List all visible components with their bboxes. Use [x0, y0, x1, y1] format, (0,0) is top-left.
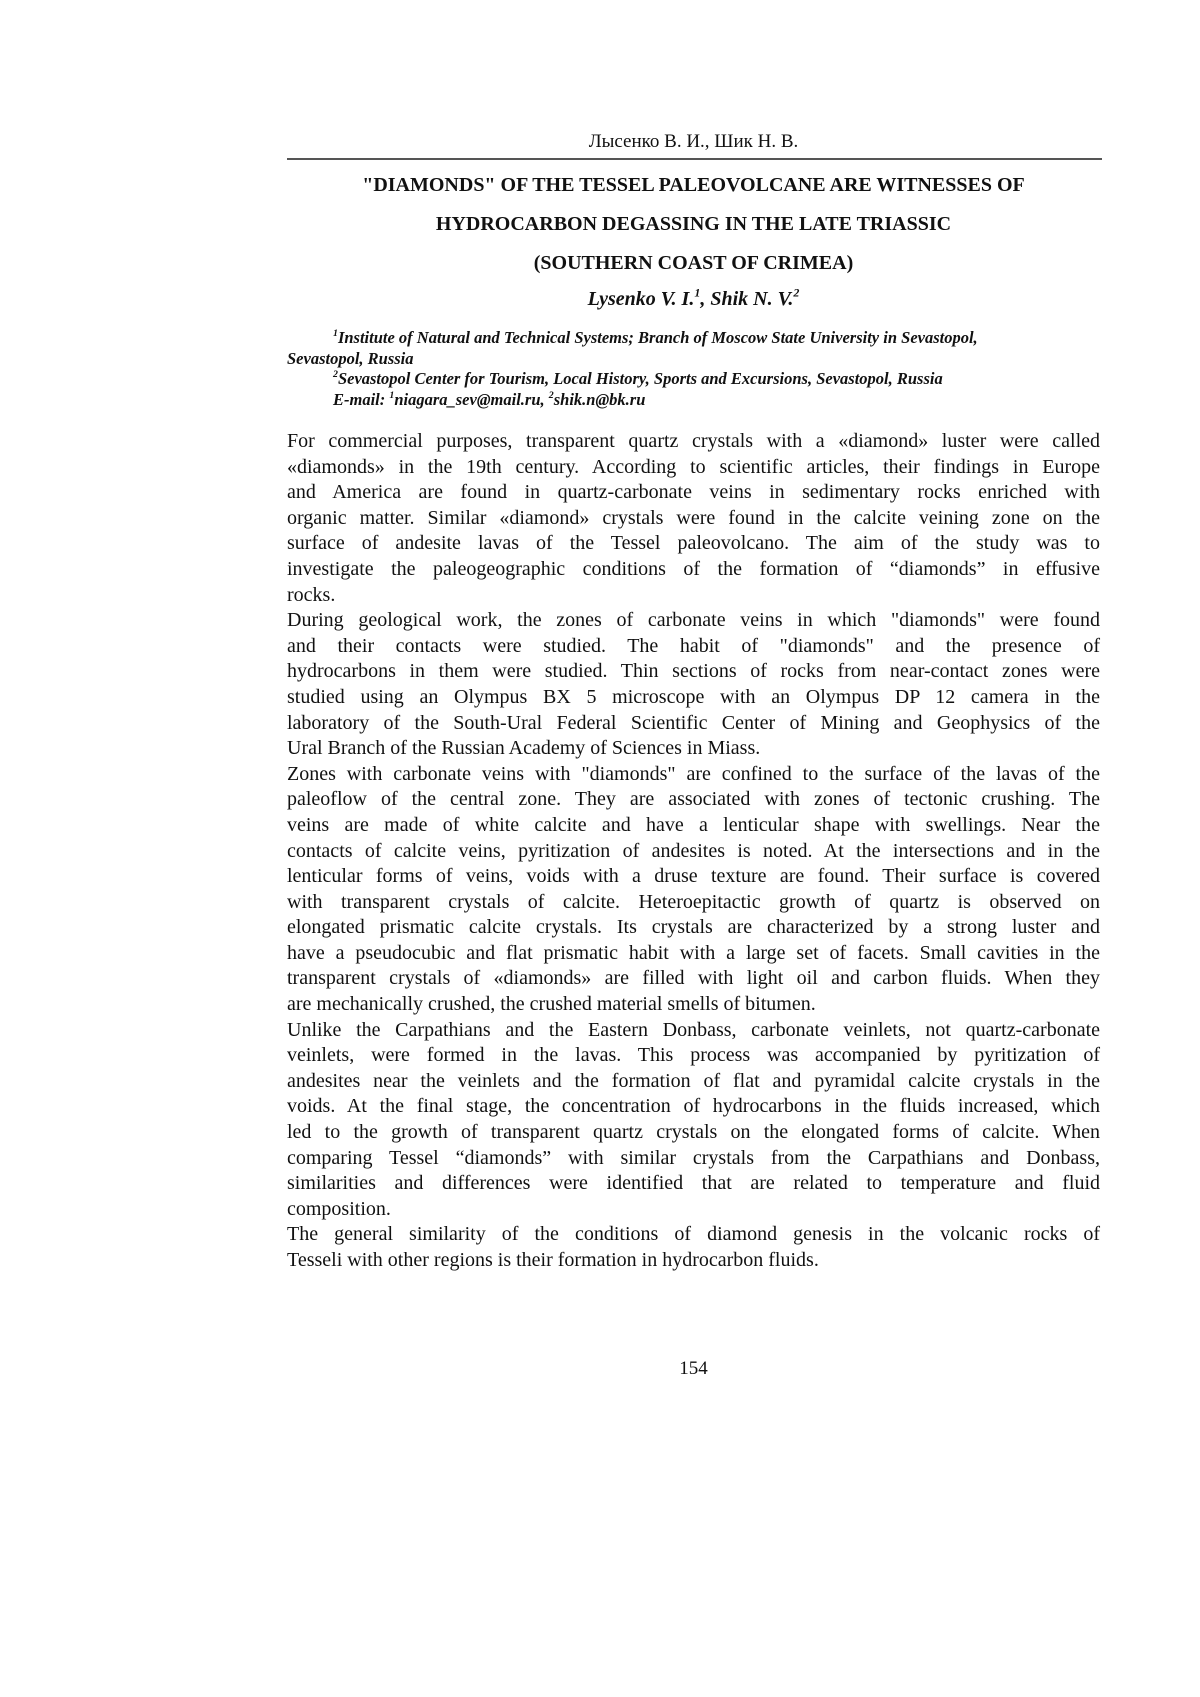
- text-line: voids. At the final stage, the concentration of hydrocarbons in the fluids increased, which: [287, 1094, 1100, 1120]
- affiliation-1: [287, 328, 1100, 349]
- authors: [287, 288, 1100, 311]
- title-line: (SOUTHERN COAST OF CRIMEA): [287, 252, 1100, 275]
- text-line: comparing Tessel “diamonds” with similar crystals from the Carpathians and Donbass,: [287, 1146, 1100, 1172]
- text-line: The general similarity of the conditions of diamond genesis in the volcanic rocks of: [287, 1222, 1100, 1248]
- text-line: investigate the paleogeographic conditions of the formation of “diamonds” in effusive: [287, 557, 1100, 583]
- author-name: Shik N. V.: [710, 288, 793, 310]
- text-line: Zones with carbonate veins with "diamonds" are confined to the surface of the lavas of the: [287, 762, 1100, 788]
- text-line: hydrocarbons in them were studied. Thin sections of rocks from near-contact zones were: [287, 659, 1100, 685]
- email-label: E-mail:: [333, 390, 389, 409]
- text-line: and their contacts were studied. The habit of "diamonds" and the presence of: [287, 634, 1100, 660]
- affiliation-1-continued: Sevastopol, Russia: [287, 349, 1100, 370]
- text-line: and America are found in quartz-carbonate veins in sedimentary rocks enriched with: [287, 480, 1100, 506]
- text-line: veinlets, were formed in the lavas. This process was accompanied by pyritization of: [287, 1043, 1100, 1069]
- abstract-body: [287, 429, 1100, 1274]
- affiliation-marker: 2: [793, 286, 799, 300]
- text-line: andesites near the veinlets and the formation of flat and pyramidal calcite crystals in the: [287, 1069, 1100, 1095]
- text-line: For commercial purposes, transparent quartz crystals with a «diamond» luster were called: [287, 429, 1100, 455]
- affiliation-marker: 1: [694, 286, 700, 300]
- running-header: Лысенко В. И., Шик Н. В.: [287, 131, 1100, 153]
- text-line: paleoflow of the central zone. They are associated with zones of tectonic crushing. The: [287, 787, 1100, 813]
- text-line: During geological work, the zones of carbonate veins in which "diamonds" were found: [287, 608, 1100, 634]
- text-line: veins are made of white calcite and have a lenticular shape with swellings. Near the: [287, 813, 1100, 839]
- header-rule: [287, 158, 1102, 160]
- affiliation-marker: 1: [389, 390, 394, 401]
- page-number: 154: [287, 1358, 1100, 1380]
- author-name: Lysenko V. I.: [588, 288, 695, 310]
- author-separator: ,: [700, 288, 710, 310]
- text-line: composition.: [287, 1197, 1100, 1223]
- paragraph: [287, 429, 1100, 608]
- text-line: studied using an Olympus BX 5 microscope with an Olympus DP 12 camera in the: [287, 685, 1100, 711]
- paragraph: [287, 1222, 1100, 1273]
- affiliation-marker: 1: [333, 328, 338, 339]
- text-line: led to the growth of transparent quartz crystals on the elongated forms of calcite. When: [287, 1120, 1100, 1146]
- email-1[interactable]: niagara_sev@mail.ru,: [394, 390, 548, 409]
- paragraph: [287, 608, 1100, 762]
- text-line: rocks.: [287, 583, 1100, 609]
- title-line: "DIAMONDS" OF THE TESSEL PALEOVOLCANE ARE WITNESSES OF: [287, 174, 1100, 197]
- text-line: are mechanically crushed, the crushed material smells of bitumen.: [287, 992, 1100, 1018]
- text-line: Tesseli with other regions is their formation in hydrocarbon fluids.: [287, 1248, 1100, 1274]
- text-line: elongated prismatic calcite crystals. Its crystals are characterized by a strong luster and: [287, 915, 1100, 941]
- text-line: similarities and differences were identified that are related to temperature and fluid: [287, 1171, 1100, 1197]
- text-line: Unlike the Carpathians and the Eastern Donbass, carbonate veinlets, not quartz-carbonate: [287, 1018, 1100, 1044]
- text-line: organic matter. Similar «diamond» crystals were found in the calcite veining zone on the: [287, 506, 1100, 532]
- text-line: lenticular forms of veins, voids with a druse texture are found. Their surface is covered: [287, 864, 1100, 890]
- text-line: have a pseudocubic and flat prismatic habit with a large set of facets. Small cavities in the: [287, 941, 1100, 967]
- paragraph: [287, 1018, 1100, 1223]
- title-line: HYDROCARBON DEGASSING IN THE LATE TRIASSIC: [287, 213, 1100, 236]
- text-line: surface of andesite lavas of the Tessel paleovolcano. The aim of the study was to: [287, 531, 1100, 557]
- text-line: transparent crystals of «diamonds» are filled with light oil and carbon fluids. When they: [287, 966, 1100, 992]
- email-2[interactable]: shik.n@bk.ru: [554, 390, 646, 409]
- affiliation-marker: 2: [333, 369, 338, 380]
- affiliation-text: Sevastopol Center for Tourism, Local History, Sports and Excursions, Sevastopol, Russia: [338, 369, 943, 388]
- text-line: with transparent crystals of calcite. Heteroepitactic growth of quartz is observed on: [287, 890, 1100, 916]
- text-line: contacts of calcite veins, pyritization of andesites is noted. At the intersections and in the: [287, 839, 1100, 865]
- affiliation-2: [287, 369, 1100, 390]
- affiliations: [287, 328, 1100, 410]
- text-line: laboratory of the South-Ural Federal Scientific Center of Mining and Geophysics of the: [287, 711, 1100, 737]
- paragraph: [287, 762, 1100, 1018]
- affiliation-marker: 2: [549, 390, 554, 401]
- text-line: Ural Branch of the Russian Academy of Sciences in Miass.: [287, 736, 1100, 762]
- affiliation-text: Institute of Natural and Technical Systems; Branch of Moscow State University in Sevastopol,: [338, 328, 978, 347]
- email-line: [287, 390, 1100, 411]
- text-line: «diamonds» in the 19th century. According to scientific articles, their findings in Europe: [287, 455, 1100, 481]
